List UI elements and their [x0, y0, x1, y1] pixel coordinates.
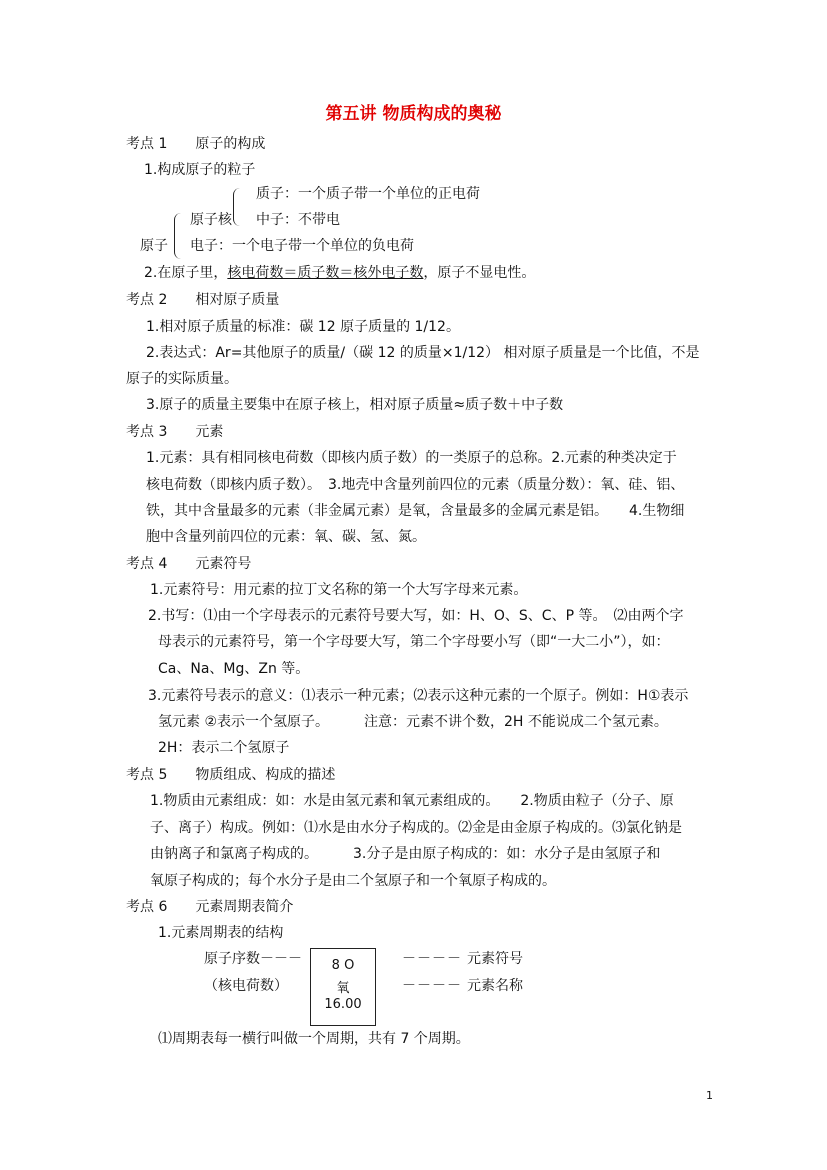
text-line: 1.相对原子质量的标准：碳 12 原子质量的 1/12。 — [146, 319, 460, 335]
text-line: 1.元素周期表的结构 — [158, 925, 284, 941]
text-line: 1.构成原子的粒子 — [144, 162, 256, 178]
text-line: 氧原子构成的；每个水分子是由二个氢原子和一个氧原子构成的。 — [150, 873, 556, 889]
section-5-heading: 考点 5 物质组成、构成的描述 — [126, 767, 336, 783]
dash-leader: －－－－ — [402, 951, 462, 967]
text-line: ⑴周期表每一横行叫做一个周期，共有 7 个周期。 — [158, 1031, 470, 1047]
tile-mass: 16.00 — [324, 997, 362, 1012]
neutron-line: 中子：不带电 — [256, 212, 340, 228]
text-line: 2H：表示二个氢原子 — [158, 740, 290, 756]
text-line: 原子的实际质量。 — [126, 371, 238, 387]
section-3-heading: 考点 3 元素 — [126, 424, 224, 440]
section-1-heading: 考点 1 原子的构成 — [126, 136, 266, 152]
text-line — [144, 265, 535, 282]
text-line: 氢元素 ②表示一个氢原子。 注意：元素不讲个数，2H 不能说成二个氢元素。 — [158, 714, 668, 730]
text-line: 由钠离子和氯离子构成的。 3.分子是由原子构成的：如：水分子是由氢原子和 — [150, 846, 661, 862]
text-line: 铁，其中含量最多的元素（非金属元素）是氧，含量最多的金属元素是铝。 4.生物细 — [146, 503, 685, 519]
charge-label: （核电荷数） — [204, 978, 288, 994]
outer-brace — [174, 213, 181, 259]
proton-line: 质子：一个质子带一个单位的正电荷 — [256, 186, 480, 202]
element-tile — [310, 948, 376, 1026]
dash-leader: －－－－ — [402, 978, 462, 994]
text-line: 1.物质由元素组成：如：水是由氢元素和氧元素组成的。 2.物质由粒子（分子、原 — [150, 793, 674, 809]
text-line: 1.元素：具有相同核电荷数（即核内质子数）的一类原子的总称。2.元素的种类决定于 — [146, 450, 677, 466]
section-2-heading: 考点 2 相对原子质量 — [126, 292, 280, 308]
section-6-heading: 考点 6 元素周期表简介 — [126, 899, 294, 915]
text-line: 核电荷数（即核内质子数）。 3.地壳中含量列前四位的元素（质量分数）：氧、硅、铝、 — [146, 477, 685, 493]
underlined-equation: 核电荷数＝质子数＝核外电子数 — [227, 265, 424, 281]
tile-number-symbol: 8 O — [331, 958, 355, 973]
electron-line: 电子：一个电子带一个单位的负电荷 — [190, 238, 414, 254]
text-line: 3.元素符号表示的意义：⑴表示一种元素；⑵表示这种元素的一个原子。例如：H①表示 — [148, 688, 689, 704]
text-line: 2.表达式：Ar=其他原子的质量/（碳 12 的质量×1/12） 相对原子质量是一个比值，不是 — [146, 345, 700, 361]
text-line: 子、离子）构成。例如：⑴水是由水分子构成的。⑵金是由金原子构成的。⑶氯化钠是 — [150, 820, 682, 836]
tile-name: 氧 — [336, 981, 350, 996]
text-line: 母表示的元素符号，第一个字母要大写，第二个字母要小写（即“一大二小”），如： — [158, 634, 670, 650]
text-line: 2.书写：⑴由一个字母表示的元素符号要大写，如：H、O、S、C、P 等。 ⑵由两个字 — [148, 608, 684, 624]
text-line: 胞中含量列前四位的元素：氧、碳、氢、氮。 — [146, 529, 426, 545]
nucleus-label: 原子核 — [190, 212, 232, 228]
symbol-label: 元素符号 — [467, 951, 523, 967]
text-line: 3.原子的质量主要集中在原子核上，相对原子质量≈质子数＋中子数 — [146, 397, 564, 413]
page-title: 第五讲 物质构成的奥秘 — [325, 104, 502, 124]
section-4-heading: 考点 4 元素符号 — [126, 556, 252, 572]
name-label: 元素名称 — [467, 978, 523, 994]
text-segment: ，原子不显电性。 — [423, 265, 536, 281]
inner-brace — [233, 188, 240, 226]
atomic-number-label: 原子序数－－－ — [204, 951, 302, 967]
text-segment: 2.在原子里， — [144, 265, 228, 281]
atom-label: 原子 — [140, 238, 168, 254]
text-line: Ca、Na、Mg、Zn 等。 — [158, 661, 310, 677]
text-line: 1.元素符号：用元素的拉丁文名称的第一个大写字母来元素。 — [150, 582, 528, 598]
page-number: 1 — [706, 1089, 713, 1102]
